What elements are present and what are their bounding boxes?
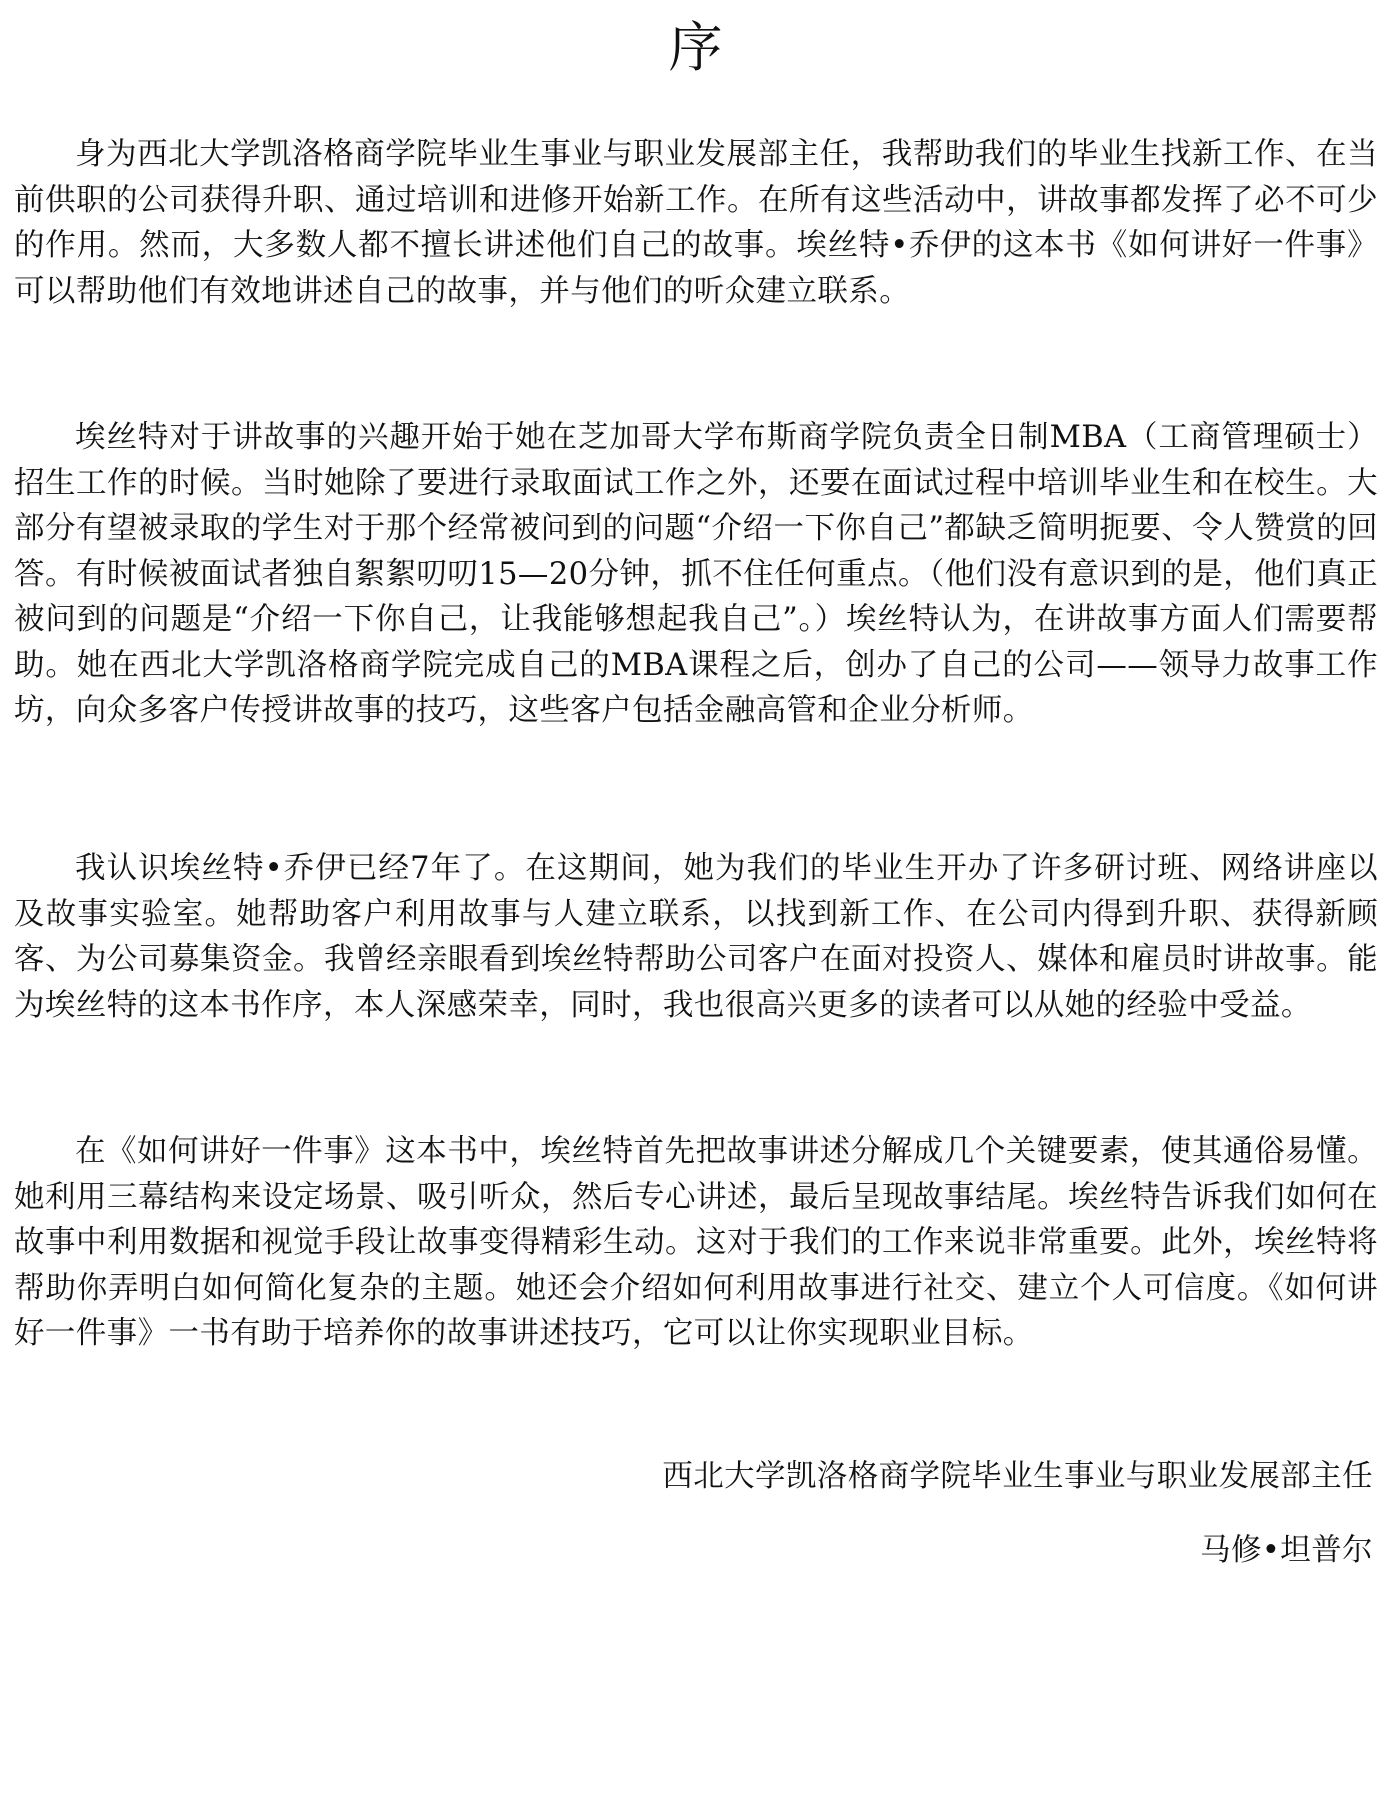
paragraph-3: 我认识埃丝特•乔伊已经7年了。在这期间，她为我们的毕业生开办了许多研讨班、网络讲座以及故事实验室。她帮助客户利用故事与人建立联系，以找到新工作、在公司内得到升职、获得新顾客、为公司募集资金。我曾经亲眼看到埃丝特帮助公司客户在面对投资人、媒体和雇员时讲故事。能为埃丝特的这本书作序，本人深感荣幸，同时，我也很高兴更多的读者可以从她的经验中受益。: [14, 851, 1378, 1023]
page-title: 序: [668, 16, 723, 79]
signature-position: 西北大学凯洛格商学院毕业生事业与职业发展部主任: [662, 1459, 1373, 1494]
paragraph-4: 在《如何讲好一件事》这本书中，埃丝特首先把故事讲述分解成几个关键要素，使其通俗易懂。她利用三幕结构来设定场景、吸引听众，然后专心讲述，最后呈现故事结尾。埃丝特告诉我们如何在故事中利用数据和视觉手段让故事变得精彩生动。这对于我们的工作来说非常重要。此外，埃丝特将帮助你弄明白如何简化复杂的主题。她还会介绍如何利用故事进行社交、建立个人可信度。《如何讲好一件事》一书有助于培养你的故事讲述技巧，它可以让你实现职业目标。: [14, 1134, 1378, 1351]
paragraph-2: 埃丝特对于讲故事的兴趣开始于她在芝加哥大学布斯商学院负责全日制MBA（工商管理硕士）招生工作的时候。当时她除了要进行录取面试工作之外，还要在面试过程中培训毕业生和在校生。大部分有望被录取的学生对于那个经常被问到的问题“介绍一下你自己”都缺乏简明扼要、令人赞赏的回答。有时候被面试者独自絮絮叨叨15—20分钟，抓不住任何重点。（他们没有意识到的是，他们真正被问到的问题是“介绍一下你自己，让我能够想起我自己”。）埃丝特认为，在讲故事方面人们需要帮助。她在西北大学凯洛格商学院完成自己的MBA课程之后，创办了自己的公司——领导力故事工作坊，向众多客户传授讲故事的技巧，这些客户包括金融高管和企业分析师。: [14, 420, 1378, 728]
paragraph-1: 身为西北大学凯洛格商学院毕业生事业与职业发展部主任，我帮助我们的毕业生找新工作、在当前供职的公司获得升职、通过培训和进修开始新工作。在所有这些活动中，讲故事都发挥了必不可少的作用。然而，大多数人都不擅长讲述他们自己的故事。埃丝特•乔伊的这本书《如何讲好一件事》可以帮助他们有效地讲述自己的故事，并与他们的听众建立联系。: [14, 137, 1378, 309]
signature-name: 马修•坦普尔: [1200, 1533, 1373, 1568]
